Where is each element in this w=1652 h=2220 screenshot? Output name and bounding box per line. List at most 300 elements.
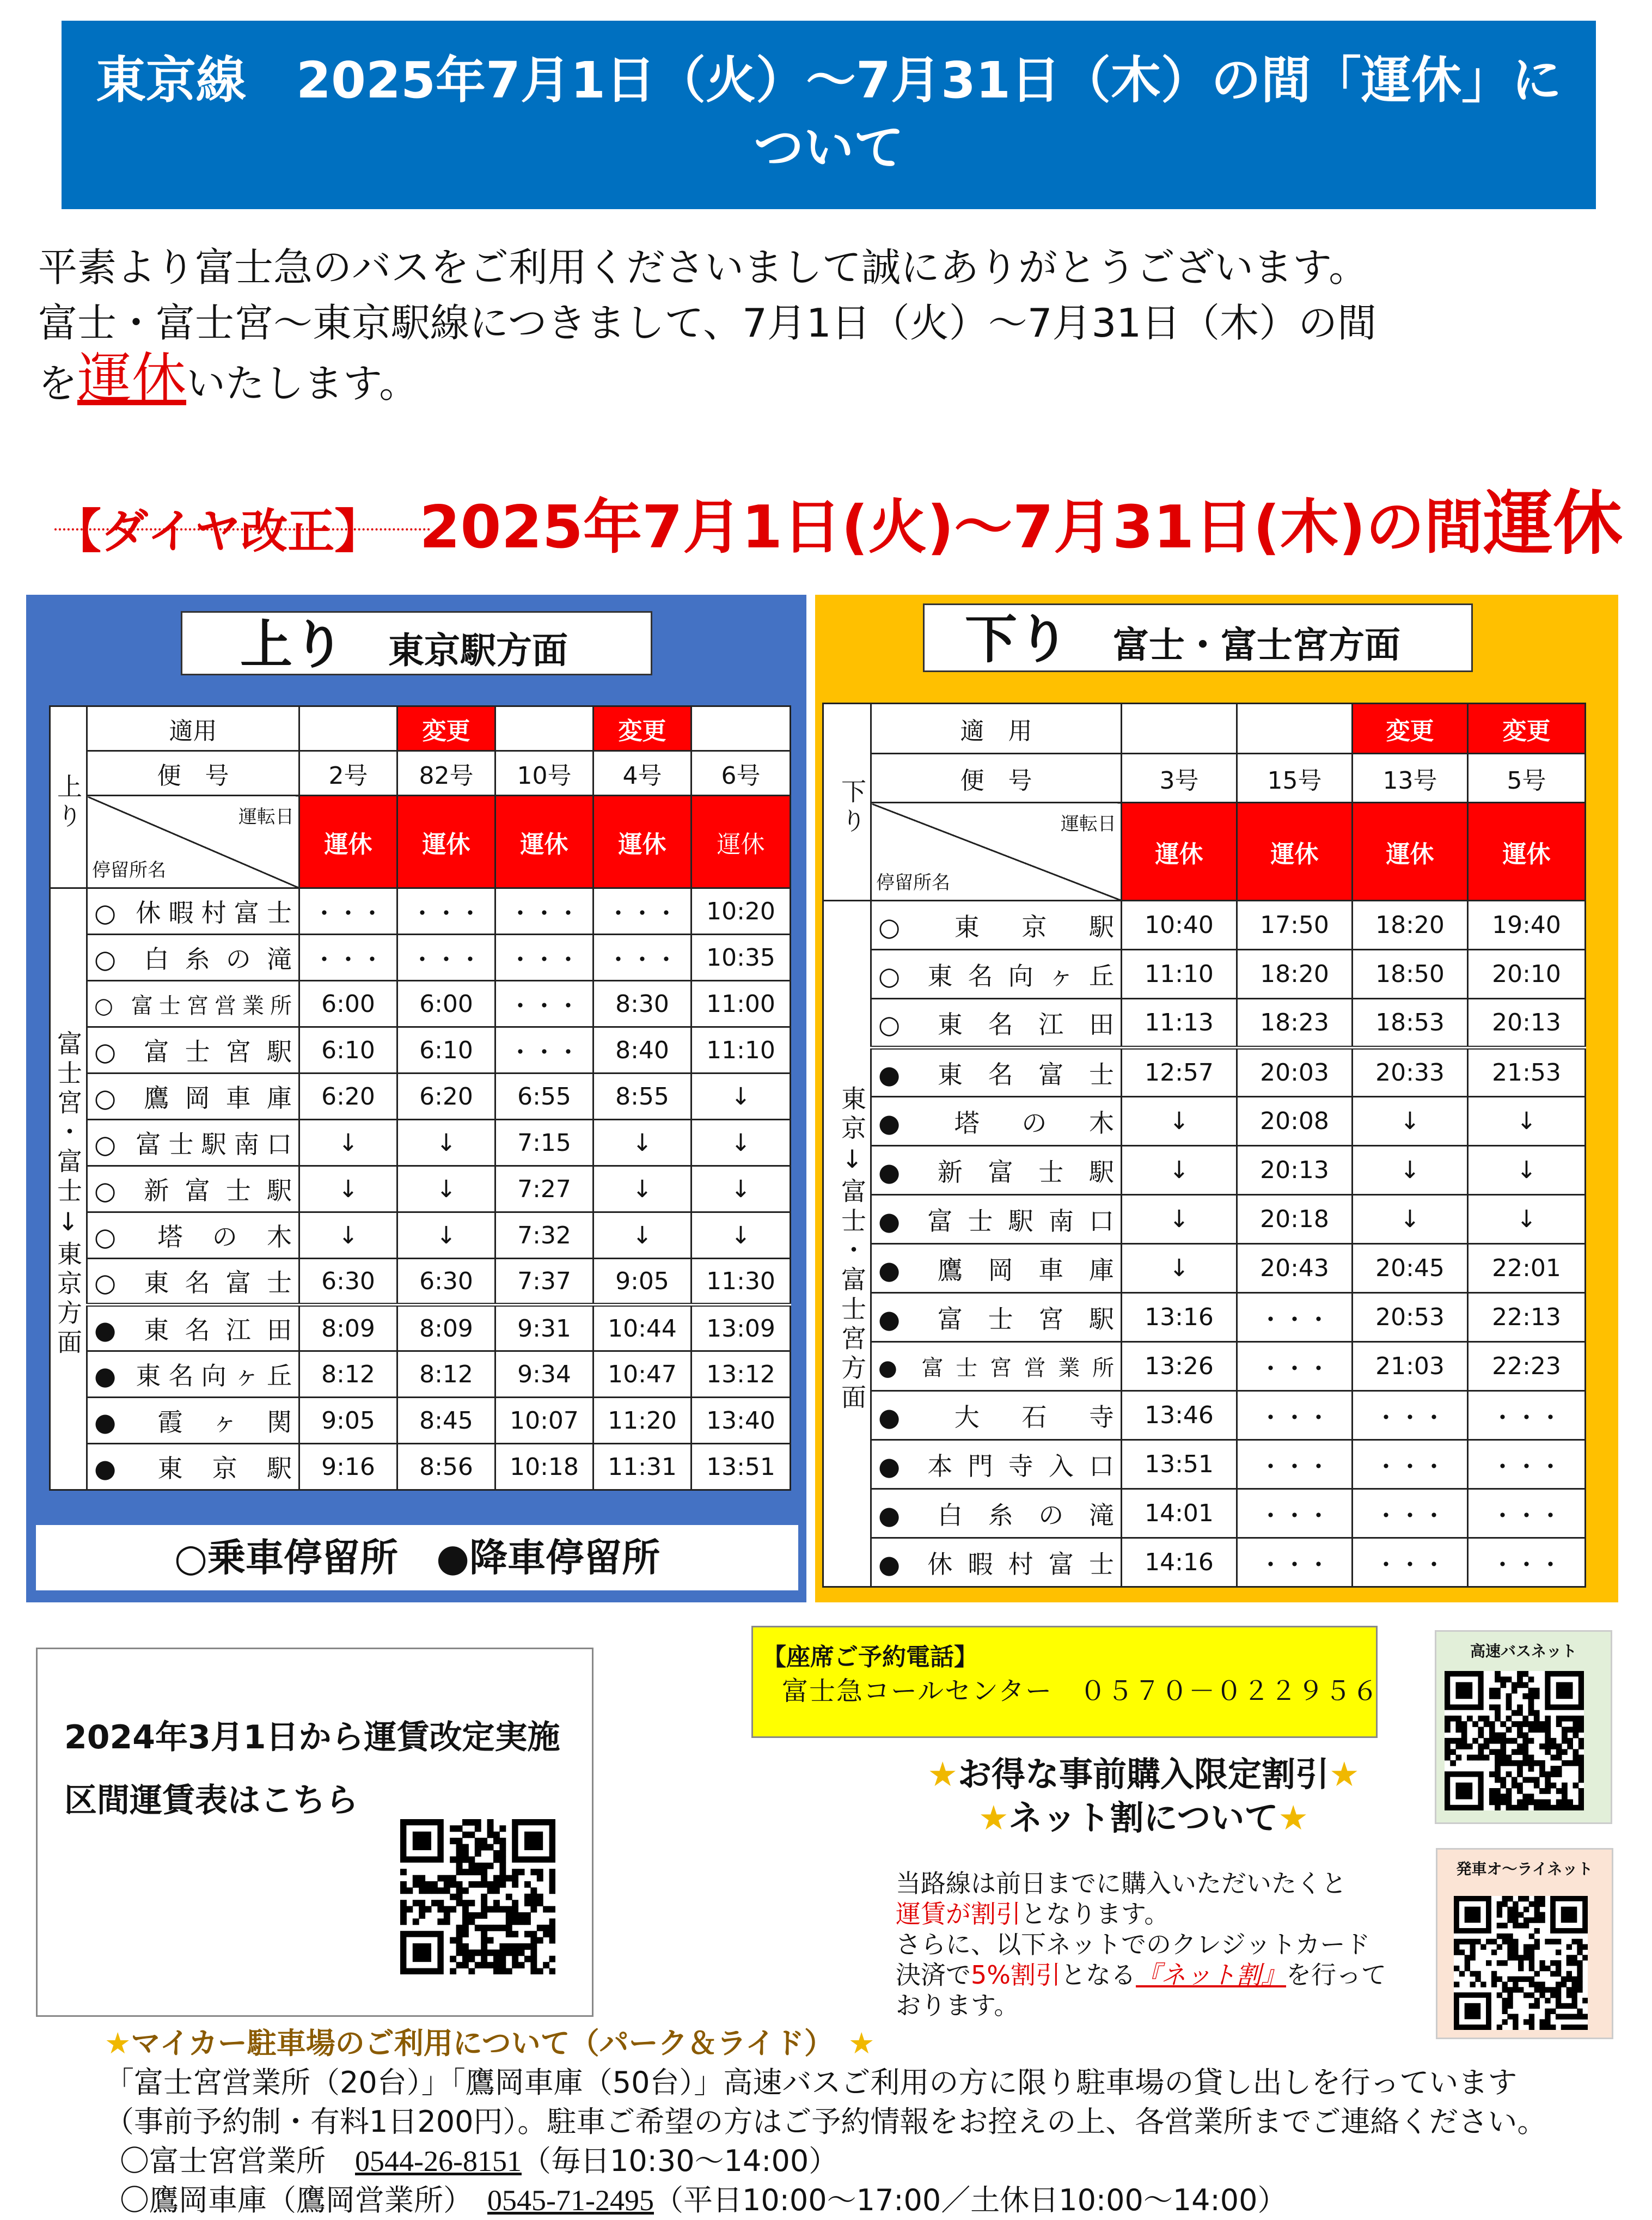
qr-module (1534, 1777, 1540, 1783)
qr-module (549, 1918, 555, 1925)
boarding-marker-icon: ○ (94, 944, 132, 974)
qr-module (462, 1962, 469, 1968)
stop-name: 白糸の滝 (144, 944, 292, 974)
qr-module (1528, 1688, 1534, 1694)
qr-module (1545, 1939, 1550, 1944)
time-cell: ・・・ (1237, 1293, 1353, 1342)
qr-module (1484, 1743, 1490, 1749)
qr-module (1500, 1760, 1506, 1766)
qr-module (1551, 1738, 1557, 1744)
header-title-line1: 東京線 2025年7月1日（火）～7月31日（木）の間「運休」に (95, 51, 1562, 109)
time-cell: ・・・ (495, 888, 594, 935)
boarding-marker-icon: ○ (878, 1009, 926, 1039)
qr-module (1523, 1949, 1529, 1955)
qr-module (1578, 1760, 1584, 1766)
net-discount-link[interactable]: 『ネット割』 (1135, 1960, 1286, 1990)
qr-module (1562, 1788, 1568, 1794)
up-status-cell: 運休 (495, 796, 594, 888)
time-cell: 10:07 (495, 1398, 594, 1444)
time-cell: 17:50 (1237, 901, 1353, 950)
stop-name-cell (87, 1351, 299, 1398)
discount-percent: 5%割引 (971, 1960, 1061, 1990)
qr-module (1534, 1944, 1540, 1950)
time-cell: 8:45 (397, 1398, 495, 1444)
qr-module (1495, 1794, 1501, 1800)
qr-module (1545, 1738, 1551, 1744)
qr-module (431, 1900, 438, 1906)
qr-module (1507, 1944, 1513, 1950)
qr-module (1539, 1721, 1545, 1727)
timetable-row (823, 1048, 1586, 1097)
qr-module (1522, 1693, 1528, 1699)
qr-module (1550, 1939, 1556, 1944)
qr-module (1455, 1716, 1461, 1722)
qr-module (1495, 1788, 1501, 1794)
qr-module (1506, 1771, 1512, 1777)
qr-module (1500, 1743, 1506, 1749)
qr-module (1523, 1955, 1529, 1960)
qr-module (487, 1881, 494, 1888)
qr-module (1507, 2003, 1513, 2009)
qr-module (1495, 1766, 1501, 1772)
qr-module (1497, 1960, 1502, 1966)
qr-module (512, 1869, 518, 1875)
alighting-marker-icon: ● (878, 1059, 926, 1089)
qr-module (1534, 1998, 1540, 2003)
stop-name-cell (87, 1212, 299, 1259)
timetable-row (50, 1027, 791, 1074)
stop-name-cell (871, 1293, 1122, 1342)
qr-finder-pattern (413, 1943, 431, 1962)
qr-module (1517, 1783, 1523, 1789)
qr-module (1562, 1805, 1568, 1810)
qr-module (1556, 1981, 1561, 1987)
qr-module (468, 1918, 475, 1925)
parking-office2-name: 〇鷹岡車庫（鷹岡営業所） (120, 2183, 458, 2217)
qr-module (1512, 1777, 1518, 1783)
qr-module (1489, 1738, 1495, 1744)
qr-module (468, 1900, 475, 1906)
qr-module (487, 1863, 494, 1869)
boarding-marker-icon: ○ (94, 1083, 132, 1113)
qr-module (1556, 2003, 1561, 2009)
time-cell: 10:44 (594, 1305, 692, 1351)
time-cell: 9:16 (299, 1444, 397, 1490)
time-cell: 8:56 (397, 1444, 495, 1490)
qr-module (456, 1925, 463, 1931)
stop-name: 東名江田 (937, 1009, 1115, 1039)
time-cell: ↓ (1468, 1146, 1586, 1195)
time-cell: 18:20 (1237, 950, 1353, 999)
time-cell: ・・・ (1237, 1489, 1353, 1538)
qr-module (1539, 1987, 1545, 1992)
qr-module (1517, 1788, 1523, 1794)
qr-module (1577, 1966, 1582, 1971)
qr-module (518, 1869, 525, 1875)
qr-module (1459, 1949, 1465, 1955)
qr-module (537, 1900, 543, 1906)
qr-module (493, 1956, 500, 1962)
highway-bus-net-qr-code[interactable] (1445, 1671, 1584, 1810)
highway-bus-net-caption: 高速バスネット (1470, 1642, 1577, 1660)
qr-module (1470, 1955, 1476, 1960)
qr-module (1489, 1693, 1495, 1699)
qr-module (499, 1850, 506, 1857)
qr-module (524, 1900, 531, 1906)
timetable-row (50, 1212, 791, 1259)
qr-module (481, 1937, 487, 1944)
qr-module (1502, 1960, 1508, 1966)
qr-module (1534, 1896, 1540, 1901)
qr-module (1567, 1977, 1572, 1982)
stop-name-cell (871, 1097, 1122, 1146)
qr-module (487, 1949, 494, 1956)
time-cell: ↓ (397, 1120, 495, 1166)
stop-name-cell (871, 1391, 1122, 1440)
qr-module (1500, 1783, 1506, 1789)
qr-module (518, 1912, 525, 1919)
qr-module (444, 1912, 450, 1919)
up-timetable (49, 705, 791, 1491)
qr-module (499, 1956, 506, 1962)
qr-module (1500, 1755, 1506, 1761)
qr-module (1522, 1721, 1528, 1727)
down-status-cell: 運休 (1353, 803, 1468, 901)
highway-bus-net-card[interactable] (1435, 1630, 1612, 1824)
qr-module (1478, 1743, 1484, 1749)
qr-module (499, 1863, 506, 1869)
qr-module (1577, 1971, 1582, 1977)
qr-module (1556, 1998, 1561, 2003)
timetable-row (823, 1391, 1586, 1440)
qr-module (512, 1906, 518, 1913)
time-cell: 10:40 (1122, 901, 1237, 950)
qr-module (419, 1900, 425, 1906)
qr-module (1502, 1981, 1508, 1987)
alighting-marker-icon: ● (878, 1500, 926, 1530)
qr-module (1529, 2003, 1534, 2009)
qr-module (1539, 1901, 1545, 1907)
qr-module (493, 1906, 500, 1913)
time-cell: 11:10 (1122, 950, 1237, 999)
qr-module (450, 1856, 456, 1863)
intro-line3-pre: を (38, 361, 78, 406)
qr-module (1556, 1749, 1562, 1755)
qr-module (1578, 1716, 1584, 1722)
qr-module (475, 1844, 481, 1851)
qr-module (1507, 1987, 1513, 1992)
discount-mid: となる (1060, 1960, 1136, 1990)
parking-office1-phone[interactable]: 0544-26-8151 (355, 2145, 522, 2178)
qr-module (1455, 1721, 1461, 1727)
qr-module (1556, 1771, 1562, 1777)
qr-module (456, 1881, 463, 1888)
qr-module (1573, 1733, 1579, 1739)
stop-name: 新富士駅 (937, 1157, 1115, 1187)
time-cell: 13:12 (692, 1351, 791, 1398)
qr-module (1545, 1783, 1551, 1789)
qr-module (1455, 1743, 1461, 1749)
qr-module (1502, 2003, 1508, 2009)
time-cell: ・・・ (1353, 1391, 1468, 1440)
qr-module (537, 1875, 543, 1882)
revision-banner (54, 467, 1623, 568)
qr-module (499, 1949, 506, 1956)
intro-line2: 富士・富士宮～東京駅線につきまして、7月1日（火）～7月31日（木）の間 (38, 300, 1377, 346)
parking-info (44, 2024, 1623, 2220)
qr-module (1567, 1987, 1572, 1992)
qr-module (400, 1887, 407, 1894)
route-side-label: 富士宮・富士↓東京方面 (50, 888, 87, 1490)
up-header-diagonal (87, 796, 299, 888)
qr-module (1518, 1955, 1523, 1960)
revision-emphasis: 運休 (1483, 483, 1623, 564)
down-stop-rows (823, 901, 1586, 1587)
qr-module (1551, 1743, 1557, 1749)
down-bus-row (823, 754, 1586, 803)
hassha-orai-net-qr-code[interactable] (1454, 1896, 1588, 2030)
qr-module (1522, 1800, 1528, 1806)
qr-module (1578, 1755, 1584, 1761)
qr-module (1478, 1749, 1484, 1755)
qr-module (1445, 1749, 1451, 1755)
qr-module (549, 1875, 555, 1882)
qr-module (1567, 1716, 1573, 1722)
qr-module (1577, 1987, 1582, 1992)
down-change-cell: 変更 (1353, 704, 1468, 754)
qr-module (1539, 1912, 1545, 1918)
qr-module (1500, 1682, 1506, 1688)
timetable-row (823, 1489, 1586, 1538)
qr-module (549, 1925, 555, 1931)
time-cell: 20:10 (1468, 950, 1586, 999)
qr-module (1529, 1977, 1534, 1982)
time-cell: 9:31 (495, 1305, 594, 1351)
qr-module (400, 1900, 407, 1906)
time-cell: 18:53 (1353, 999, 1468, 1048)
qr-module (1573, 1749, 1579, 1755)
qr-module (475, 1869, 481, 1875)
qr-module (1517, 1682, 1523, 1688)
qr-module (1545, 1966, 1550, 1971)
qr-module (444, 1918, 450, 1925)
qr-module (487, 1819, 494, 1826)
alighting-marker-icon: ● (878, 1451, 916, 1481)
time-cell: 8:40 (594, 1027, 692, 1074)
discount-title-text2: ネット割について (1008, 1798, 1278, 1838)
qr-module (1556, 1987, 1561, 1992)
timetable-row (50, 1444, 791, 1490)
fare-qr-code[interactable] (400, 1819, 555, 1974)
qr-module (1562, 1783, 1568, 1789)
qr-module (1582, 1955, 1588, 1960)
qr-module (530, 1949, 537, 1956)
stop-name: 富士宮駅 (937, 1304, 1115, 1334)
qr-module (1517, 1749, 1523, 1755)
qr-module (1539, 1960, 1545, 1966)
qr-module (530, 1956, 537, 1962)
time-cell: ・・・ (1237, 1391, 1353, 1440)
qr-module (1517, 1721, 1523, 1727)
qr-module (456, 1887, 463, 1894)
qr-module (400, 1906, 407, 1913)
time-cell: 6:00 (299, 981, 397, 1027)
qr-module (1512, 1721, 1518, 1727)
qr-module (1561, 2014, 1567, 2019)
qr-module (437, 1918, 444, 1925)
qr-module (499, 1844, 506, 1851)
time-cell: ・・・ (594, 935, 692, 981)
qr-module (1578, 1738, 1584, 1744)
qr-module (1562, 1738, 1568, 1744)
qr-module (506, 1931, 512, 1937)
qr-module (1470, 1939, 1476, 1944)
time-cell: 8:12 (299, 1351, 397, 1398)
up-destination: 東京駅方面 (388, 630, 568, 672)
qr-module (1567, 1944, 1572, 1950)
qr-module (475, 1962, 481, 1968)
qr-module (1506, 1716, 1512, 1722)
parking-title-row (44, 2024, 1623, 2063)
qr-module (524, 1918, 531, 1925)
discount-title (871, 1753, 1416, 1840)
qr-module (1506, 1794, 1512, 1800)
discount-line: おります。 (896, 1991, 1019, 2020)
boarding-marker-icon: ○ (94, 1176, 132, 1205)
qr-module (1529, 1917, 1534, 1923)
qr-module (462, 1906, 469, 1913)
qr-module (1480, 1944, 1486, 1950)
stop-name: 鷹岡車庫 (144, 1083, 292, 1113)
qr-module (450, 1956, 456, 1962)
down-change-cell (1237, 704, 1353, 754)
parking-office2-phone[interactable]: 0545-71-2495 (487, 2184, 654, 2217)
qr-module (1513, 1955, 1518, 1960)
qr-module (475, 1838, 481, 1844)
time-cell: 11:20 (594, 1398, 692, 1444)
qr-module (419, 1887, 425, 1894)
timetable-row (823, 1293, 1586, 1342)
qr-module (1455, 1755, 1461, 1761)
qr-module (524, 1943, 531, 1950)
down-destination: 富士・富士宮方面 (1113, 624, 1400, 666)
stop-name-cell (871, 1342, 1122, 1391)
time-cell: ・・・ (495, 935, 594, 981)
qr-module (1528, 1727, 1534, 1733)
up-bus-number: 82号 (397, 751, 495, 796)
parking-office2-hours: （平日10:00～17:00／土休日10:00～14:00） (653, 2183, 1287, 2217)
qr-module (1550, 1960, 1556, 1966)
time-cell: 6:55 (495, 1074, 594, 1120)
time-cell: ・・・ (495, 981, 594, 1027)
qr-module (1556, 1755, 1562, 1761)
stop-name-cell (87, 981, 299, 1027)
qr-module (530, 1906, 537, 1913)
qr-module (1445, 1738, 1451, 1744)
qr-module (1545, 1749, 1551, 1755)
qr-module (1545, 2014, 1550, 2019)
time-cell: 20:53 (1353, 1293, 1468, 1342)
qr-module (1478, 1733, 1484, 1739)
up-bus-row (50, 751, 791, 796)
qr-finder-pattern (1455, 1783, 1472, 1800)
alighting-marker-icon: ● (878, 1206, 916, 1236)
qr-module (400, 1918, 407, 1925)
qr-module (1484, 1738, 1490, 1744)
qr-module (1507, 1998, 1513, 2003)
timetable-row (50, 888, 791, 935)
up-applies-row (50, 706, 791, 751)
up-change-cell (299, 706, 397, 751)
qr-module (487, 1832, 494, 1838)
hassha-orai-net-caption: 発車オ～ライネット (1456, 1860, 1593, 1878)
qr-finder-pattern (1455, 1682, 1472, 1699)
down-timetable (822, 703, 1586, 1588)
stop-name: 霞ヶ関 (157, 1407, 292, 1437)
time-cell: 13:40 (692, 1398, 791, 1444)
qr-module (1491, 1981, 1497, 1987)
qr-module (1470, 1981, 1476, 1987)
alighting-marker-icon: ● (94, 1315, 132, 1345)
qr-module (1573, 1721, 1579, 1727)
qr-module (1528, 1721, 1534, 1727)
qr-module (512, 1918, 518, 1925)
qr-module (1528, 1766, 1534, 1772)
qr-module (481, 1962, 487, 1968)
qr-module (1562, 1733, 1568, 1739)
qr-module (1539, 1896, 1545, 1901)
qr-module (487, 1887, 494, 1894)
qr-module (1523, 1917, 1529, 1923)
discount-line: さらに、以下ネットでのクレジットカード (896, 1930, 1370, 1959)
qr-module (549, 1881, 555, 1888)
qr-module (1562, 1716, 1568, 1722)
time-cell: 6:10 (397, 1027, 495, 1074)
header-title-line2: ついて (753, 119, 904, 177)
qr-module (1497, 1977, 1502, 1982)
qr-module (530, 1962, 537, 1968)
time-cell: 6:20 (397, 1074, 495, 1120)
boarding-marker-icon: ○ (878, 912, 943, 942)
discount-body (896, 1868, 1440, 2021)
qr-module (1512, 1805, 1518, 1810)
qr-module (493, 1838, 500, 1844)
qr-module (530, 1968, 537, 1974)
qr-module (475, 1912, 481, 1919)
qr-module (1484, 1721, 1490, 1727)
qr-module (1556, 2014, 1561, 2019)
qr-module (456, 1900, 463, 1906)
qr-module (1513, 1917, 1518, 1923)
qr-module (1556, 1966, 1561, 1971)
hassha-orai-net-card[interactable] (1436, 1848, 1613, 2039)
qr-module (1522, 1716, 1528, 1722)
qr-module (481, 1943, 487, 1950)
down-status-cell: 運休 (1122, 803, 1237, 901)
qr-module (1556, 1766, 1562, 1772)
reservation-phone[interactable]: 富士急コールセンター ０５７０－０２２９５６ (782, 1676, 1380, 1706)
qr-module (1445, 1721, 1451, 1727)
stop-legend: ○乗車停留所 ●降車停留所 (36, 1525, 798, 1590)
qr-module (1529, 1960, 1534, 1966)
qr-module (1461, 1733, 1467, 1739)
qr-module (1506, 1727, 1512, 1733)
time-cell: ↓ (1353, 1195, 1468, 1244)
qr-module (450, 1937, 456, 1944)
qr-module (1523, 1907, 1529, 1912)
qr-module (1467, 1743, 1473, 1749)
qr-module (1517, 1733, 1523, 1739)
